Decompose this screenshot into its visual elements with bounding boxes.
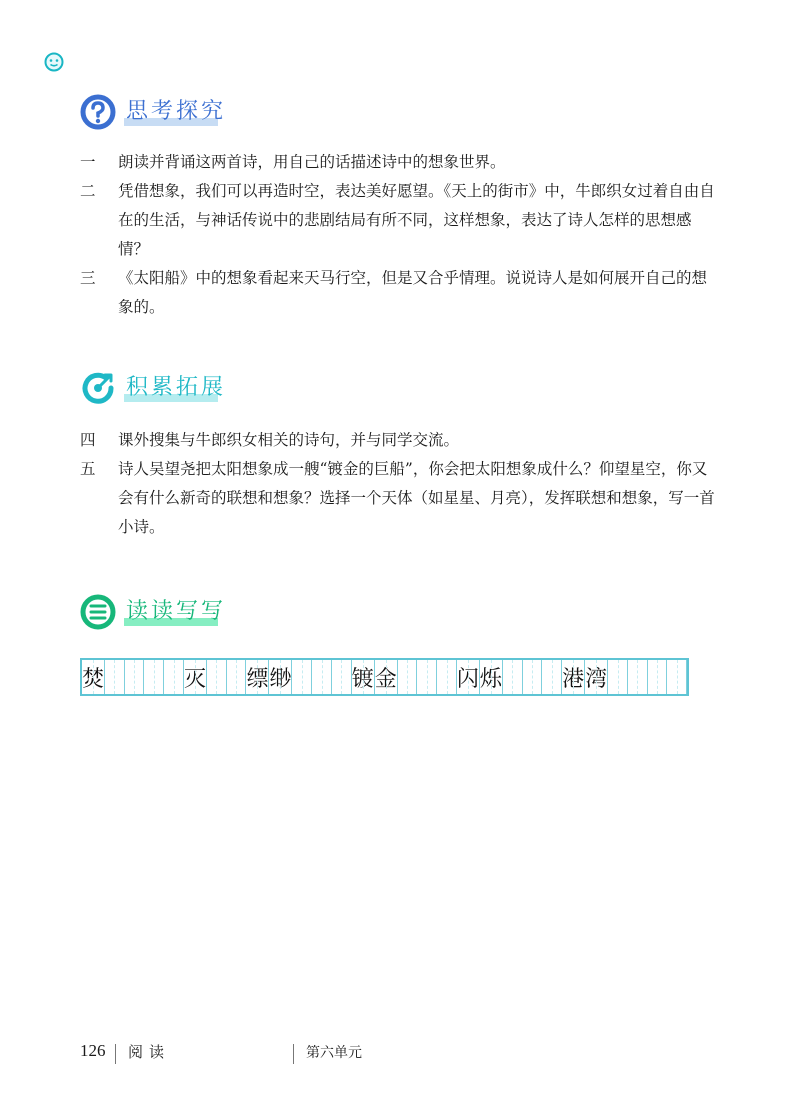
grid-empty-cell: [523, 660, 543, 694]
question-number: 一: [80, 153, 96, 171]
grid-empty-cell: [398, 660, 418, 694]
grid-character: 闪: [457, 660, 480, 694]
question-mark-icon: [80, 94, 116, 130]
grid-empty-cell: [125, 660, 145, 694]
grid-empty-cell: [332, 660, 352, 694]
grid-empty-cell: [503, 660, 523, 694]
question-list-explore: [78, 148, 718, 322]
grid-character: 镀: [352, 660, 375, 694]
grid-empty-cell: [437, 660, 457, 694]
question-text: 凭借想象，我们可以再造时空，表达美好愿望。《天上的街市》中，牛郎织女过着自由自在的生活，与神话传说中的悲剧结局有所不同，这样想象，表达了诗人怎样的思想感情？: [118, 182, 715, 258]
grid-empty-cell: [164, 660, 184, 694]
question-list-extend: [78, 426, 718, 542]
question-item: [78, 264, 718, 322]
grid-character: 湾: [585, 660, 608, 694]
question-number: 四: [80, 431, 96, 449]
question-number: 五: [80, 460, 96, 478]
footer-divider: [115, 1044, 116, 1064]
question-text: 诗人吴望尧把太阳想象成一艘“镀金的巨船”，你会把太阳想象成什么？仰望星空，你又会有什么新奇的联想和想象？选择一个天体（如星星、月亮），发挥联想和想象，写一首小诗。: [118, 460, 715, 536]
grid-empty-cell: [667, 660, 687, 694]
question-text: 朗读并背诵这两首诗，用自己的话描述诗中的想象世界。: [118, 153, 506, 171]
grid-empty-cell: [227, 660, 247, 694]
section-title: 积累拓展: [126, 375, 227, 400]
grid-empty-cell: [608, 660, 628, 694]
grid-empty-cell: [144, 660, 164, 694]
page-footer: [0, 1041, 800, 1071]
footer-divider: [293, 1044, 294, 1064]
smiley-face-icon: [44, 52, 64, 72]
grid-character: 金: [375, 660, 398, 694]
footer-unit: 第六单元: [306, 1045, 362, 1061]
grid-empty-cell: [542, 660, 562, 694]
grid-character: 缥: [246, 660, 269, 694]
grid-character: 港: [562, 660, 585, 694]
question-number: 三: [80, 269, 96, 287]
grid-empty-cell: [417, 660, 437, 694]
question-item: [78, 148, 718, 177]
question-number: 二: [80, 182, 96, 200]
grid-empty-cell: [648, 660, 668, 694]
question-item: [78, 426, 718, 455]
section-title: 思考探究: [126, 99, 227, 124]
question-text: 《太阳船》中的想象看起来天马行空，但是又合乎情理。说说诗人是如何展开自己的想象的。: [118, 269, 708, 316]
writing-grid: [80, 658, 689, 696]
grid-empty-cell: [628, 660, 648, 694]
section-title: 读读写写: [126, 599, 227, 624]
target-arrow-icon: [80, 370, 116, 406]
grid-empty-cell: [207, 660, 227, 694]
grid-empty-cell: [105, 660, 125, 694]
grid-empty-cell: [292, 660, 312, 694]
footer-label: 阅读: [128, 1043, 171, 1061]
three-lines-icon: [80, 594, 116, 630]
question-item: [78, 177, 718, 264]
question-item: [78, 455, 718, 542]
page-number: 126: [80, 1041, 106, 1060]
grid-character: 烁: [480, 660, 503, 694]
grid-empty-cell: [312, 660, 332, 694]
question-text: 课外搜集与牛郎织女相关的诗句，并与同学交流。: [118, 431, 460, 449]
grid-character: 缈: [269, 660, 292, 694]
grid-character: 焚: [82, 660, 105, 694]
grid-character: 灭: [184, 660, 207, 694]
